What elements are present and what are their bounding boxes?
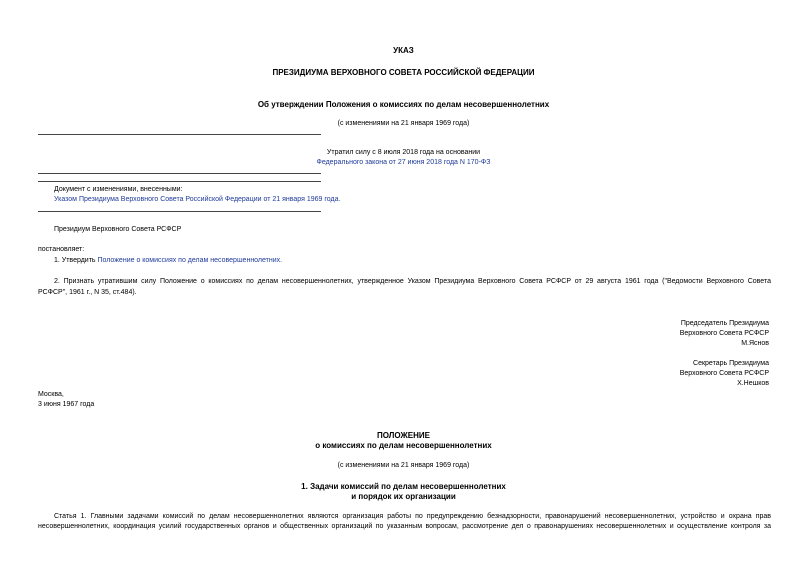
- place: Москва,: [38, 391, 64, 398]
- chair-name: М.Яснов: [741, 340, 769, 347]
- regulation-link[interactable]: Положение о комиссиях по делам несовершеннолетних.: [97, 257, 283, 264]
- document-title: УКАЗ: [393, 46, 414, 55]
- divider: [38, 134, 321, 135]
- section-1-heading-line-2: и порядок их организации: [351, 492, 456, 501]
- regulation-title: ПОЛОЖЕНИЕ: [377, 431, 430, 440]
- secretary-name: Х.Нешков: [737, 380, 769, 387]
- federal-law-link[interactable]: Федерального закона от 27 июня 2018 года N 170-ФЗ: [316, 159, 491, 166]
- article-1-line-2: несовершеннолетних, координация усилий государственных органов и общественных организаций по указанным вопросам, рассмотрение дел о правонарушениях несовершеннолетних и осуществление контроля за: [38, 523, 771, 530]
- item-1-prefix: 1. Утвердить: [54, 257, 98, 264]
- decrees-text: постановляет:: [38, 246, 85, 253]
- document-heading: Об утверждении Положения о комиссиях по делам несовершеннолетних: [257, 100, 550, 109]
- divider: [38, 173, 321, 174]
- date: 3 июня 1967 года: [38, 401, 95, 408]
- item-2-line-2: РСФСР", 1961 г., N 35, ст.484).: [38, 289, 137, 296]
- section-1-heading-line-1: 1. Задачи комиссий по делам несовершеннолетних: [301, 482, 506, 491]
- amending-decree-link[interactable]: Указом Президиума Верховного Совета Российской Федерации от 21 января 1969 года.: [54, 196, 341, 203]
- item-1: [54, 256, 282, 266]
- lost-force-note: Утратил силу с 8 июля 2018 года на основании: [326, 149, 481, 156]
- regulation-subtitle: о комиссиях по делам несовершеннолетних: [315, 441, 492, 450]
- secretary-title-1: Секретарь Президиума: [693, 360, 769, 367]
- secretary-title-2: Верховного Совета РСФСР: [679, 370, 769, 377]
- chair-title-2: Верховного Совета РСФСР: [679, 330, 769, 337]
- changes-label: Документ с изменениями, внесенными:: [54, 186, 183, 193]
- chair-title-1: Председатель Президиума: [680, 320, 769, 327]
- article-1-line-1: Статья 1. Главными задачами комиссий по делам несовершеннолетних являются организация работы по предупреждению безнадзорности, правонарушений несовершеннолетних, устройство и охрана прав: [54, 513, 771, 520]
- divider: [38, 181, 321, 182]
- issuer-text: Президиум Верховного Совета РСФСР: [54, 226, 182, 233]
- item-2-line-1: 2. Признать утратившим силу Положение о комиссиях по делам несовершеннолетних, утвержденное Указом Президиума Верховного Совета РСФСР от 29 августа 1961 года ("Ведомости Верховного Совета: [54, 278, 771, 285]
- regulation-amendment-note: (с изменениями на 21 января 1969 года): [337, 462, 470, 469]
- document-issuer-heading: ПРЕЗИДИУМА ВЕРХОВНОГО СОВЕТА РОССИЙСКОЙ ФЕДЕРАЦИИ: [272, 68, 535, 77]
- amendment-note: (с изменениями на 21 января 1969 года): [337, 120, 470, 127]
- divider: [38, 211, 321, 212]
